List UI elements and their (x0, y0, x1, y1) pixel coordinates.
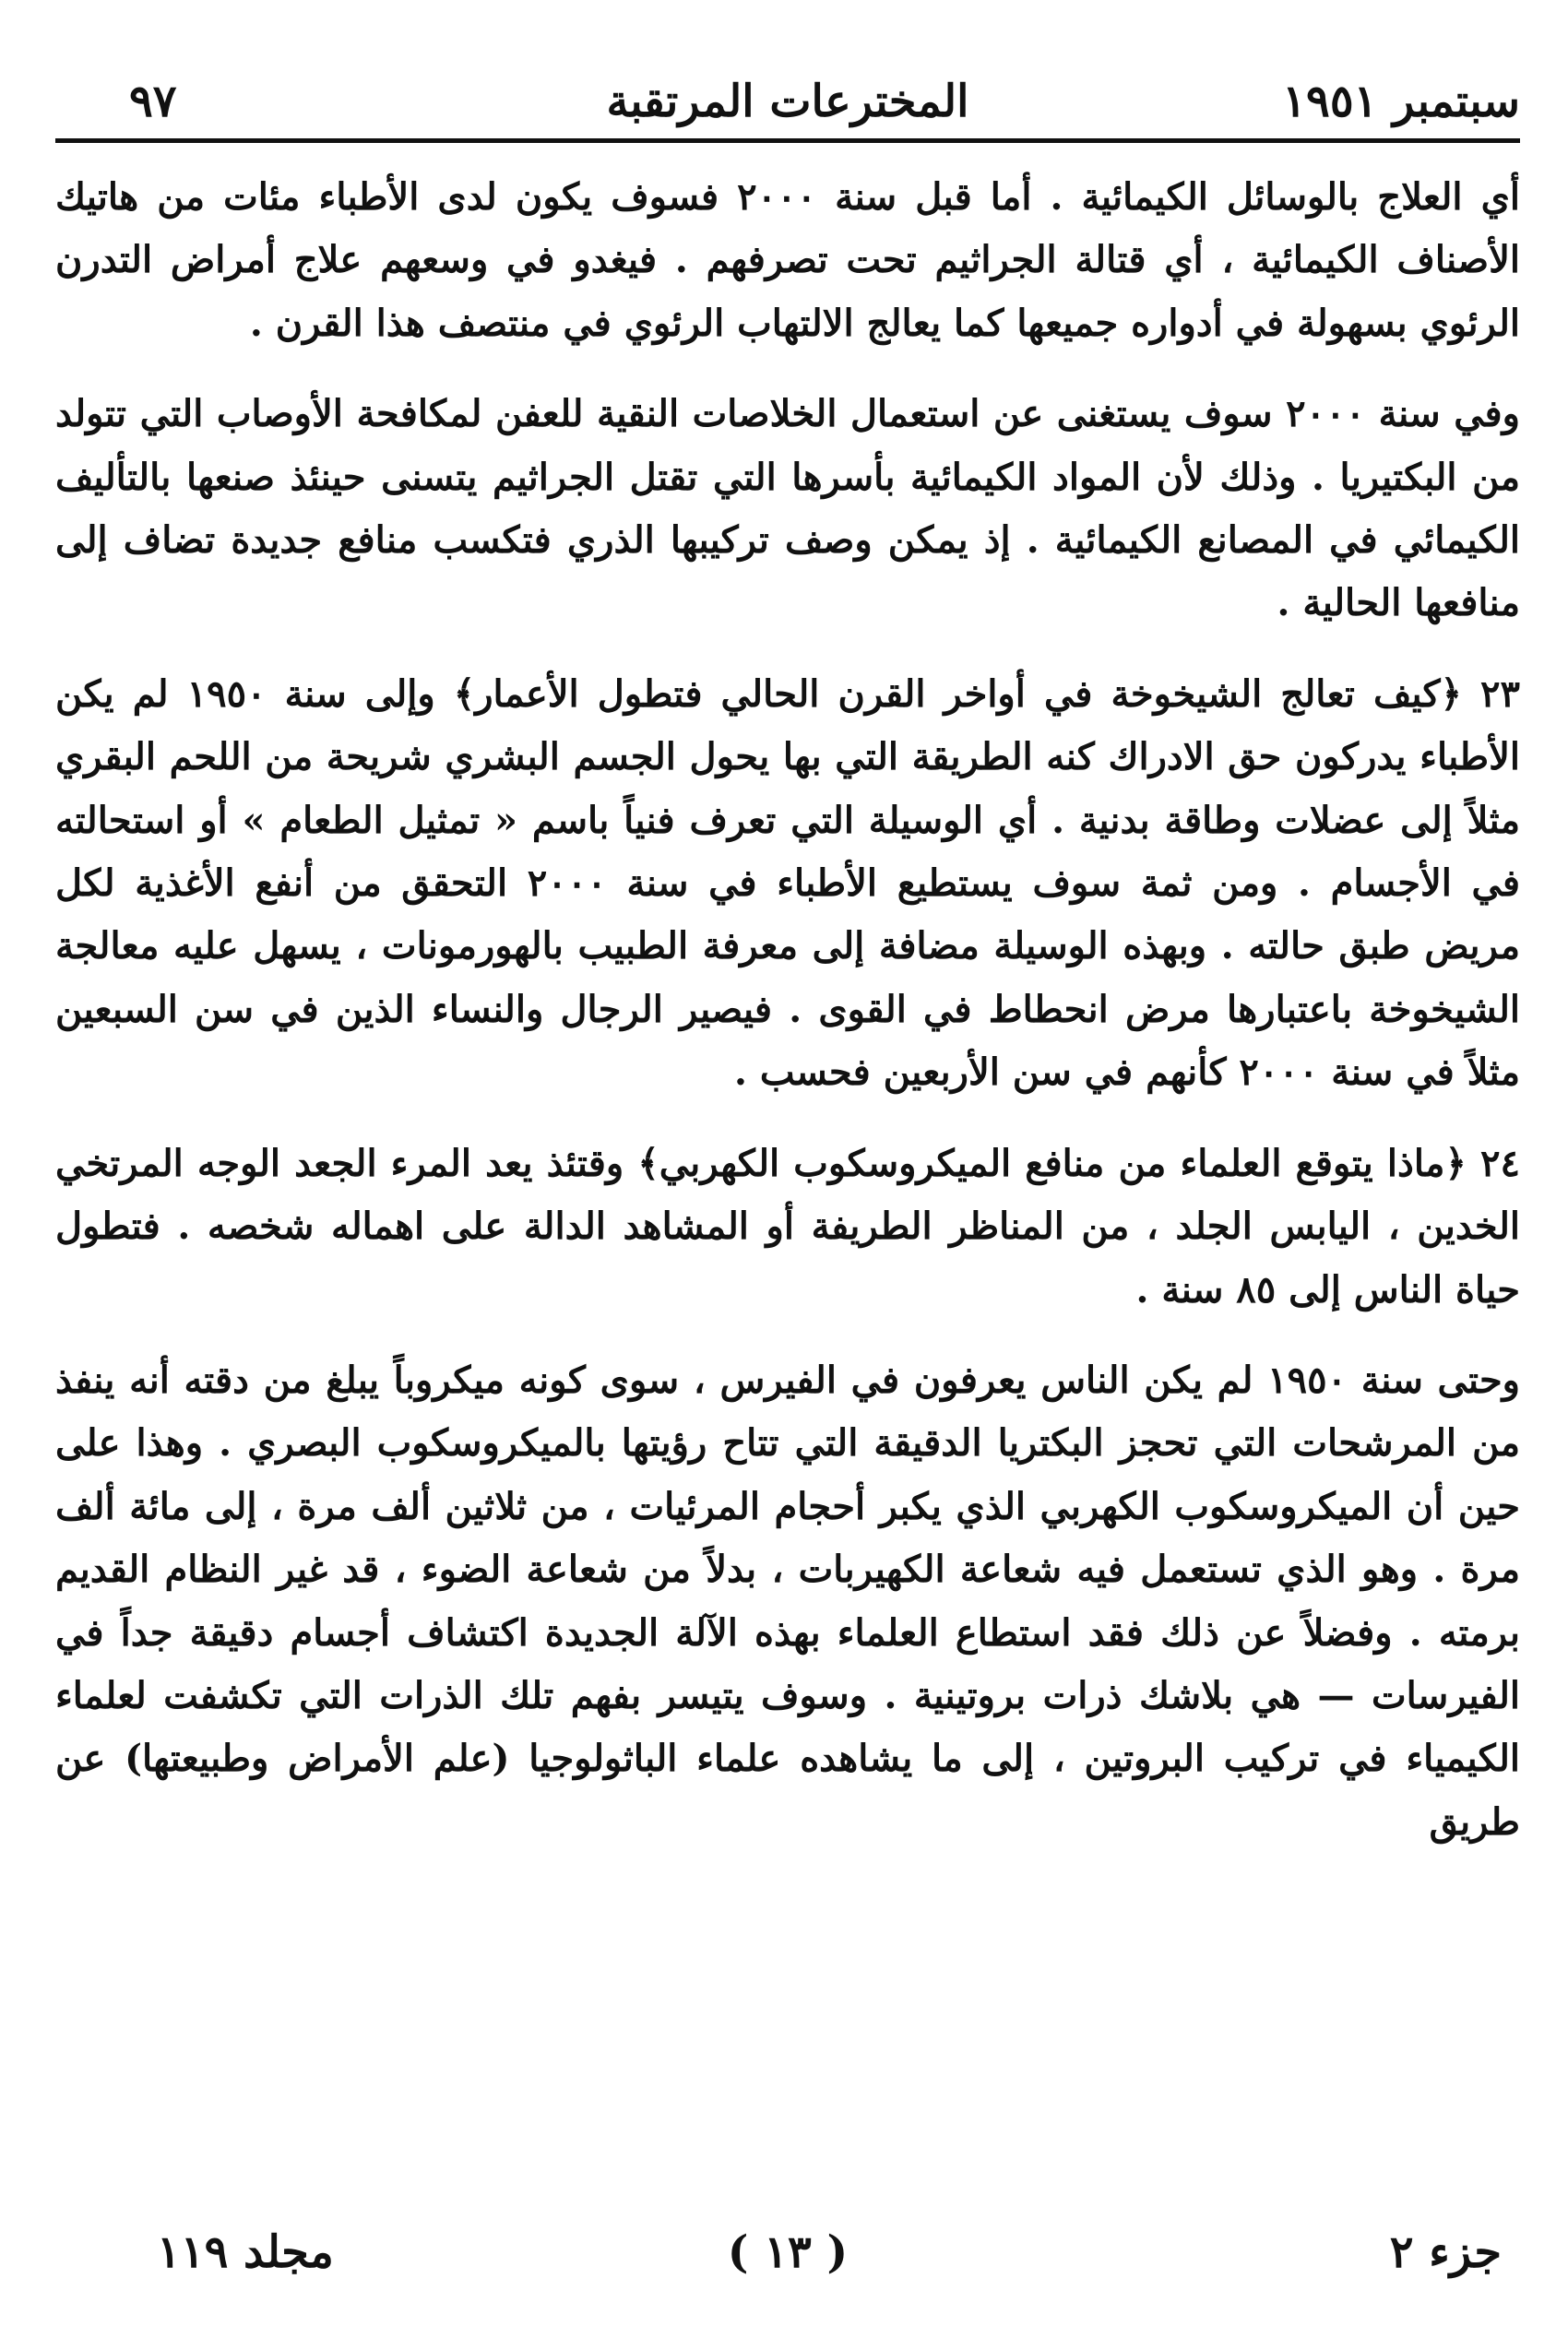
paragraph: ٢٣ ﴿كيف تعالج الشيخوخة في أواخر القرن الحالي فتطول الأعمار﴾ وإلى سنة ١٩٥٠ لم يكن الأطباء يدركون حق الادراك كنه الطريقة التي بها يحول الجسم البشري شريحة من اللحم البقري مثلاً إلى عضلات وطاقة بدنية . أي الوسيلة التي تعرف فنياً باسم « تمثيل الطعام » أو استحالته في الأجسام . ومن ثمة سوف يستطيع الأطباء في سنة ٢٠٠٠ التحقق من أنفع الأغذية لكل مريض طبق حالته . وبهذه الوسيلة مضافة إلى معرفة الطبيب بالهورمونات ، يسهل عليه معالجة الشيخوخة باعتبارها مرض انحطاط في القوى . فيصير الرجال والنساء الذين في سن السبعين مثلاً في سنة ٢٠٠٠ كأنهم في سن الأربعين فحسب . (55, 671, 1520, 1095)
paragraph: ٢٤ ﴿ماذا يتوقع العلماء من منافع الميكروسكوب الكهربي﴾ وقتئذ يعد المرء الجعد الوجه المرتخي الخدين ، اليابس الجلد ، من المناظر الطريفة أو المشاهد الدالة على اهماله شخصه . فتطول حياة الناس إلى ٨٥ سنة . (55, 1141, 1520, 1311)
header-rule (55, 138, 1520, 143)
header-title: المخترعات المرتقبة (606, 76, 969, 127)
header-date: سبتمبر ١٩٥١ (1282, 76, 1520, 127)
paragraph: أي العلاج بالوسائل الكيمائية . أما قبل سنة ٢٠٠٠ فسوف يكون لدى الأطباء مئات من هاتيك الأصناف الكيمائية ، أي قتالة الجراثيم تحت تصرفهم . فيغدو في وسعهم علاج أمراض التدرن الرئوي بسهولة في أدواره جميعها كما يعالج الالتهاب الرئوي في منتصف هذا القرن . (55, 175, 1520, 345)
footer-volume: مجلد ١١٩ (157, 2226, 334, 2278)
paragraph: وفي سنة ٢٠٠٠ سوف يستغنى عن استعمال الخلاصات النقية للعفن لمكافحة الأوصاب التي تتولد من البكتيريا . وذلك لأن المواد الكيمائية بأسرها التي تقتل الجراثيم يتسنى حينئذ صنعها بالتأليف الكيمائي في المصانع الكيمائية . إذ يمكن وصف تركيبها الذري فتكسب منافع جديدة تضاف إلى منافعها الحالية . (55, 392, 1520, 625)
footer-part: جزء ٢ (1389, 2226, 1502, 2278)
header-page-number: ٩٧ (129, 76, 177, 127)
running-header (55, 55, 1520, 148)
article-body (55, 166, 1520, 2177)
page-footer (55, 2206, 1520, 2298)
footer-sheet-number: ( ١٣ ) (727, 2226, 849, 2278)
paragraph: وحتى سنة ١٩٥٠ لم يكن الناس يعرفون في الفيرس ، سوى كونه ميكروباً يبلغ من دقته أنه ينفذ من المرشحات التي تحجز البكتريا الدقيقة التي تتاح رؤيتها بالميكروسكوب البصري . وهذا على حين أن الميكروسكوب الكهربي الذي يكبر أحجام المرئيات ، من ثلاثين ألف مرة ، إلى مائة ألف مرة . وهو الذي تستعمل فيه شعاعة الكهيربات ، بدلاً من شعاعة الضوء ، قد غير النظام القديم برمته . وفضلاً عن ذلك فقد استطاع العلماء بهذه الآلة الجديدة اكتشاف أجسام دقيقة جداً في الفيرسات — هي بلاشك ذرات بروتينية . وسوف يتيسر بفهم تلك الذرات التي تكشفت لعلماء الكيمياء في تركيب البروتين ، إلى ما يشاهده علماء الباثولوجيا (علم الأمراض وطبيعتها) عن طريق (55, 1358, 1520, 1844)
